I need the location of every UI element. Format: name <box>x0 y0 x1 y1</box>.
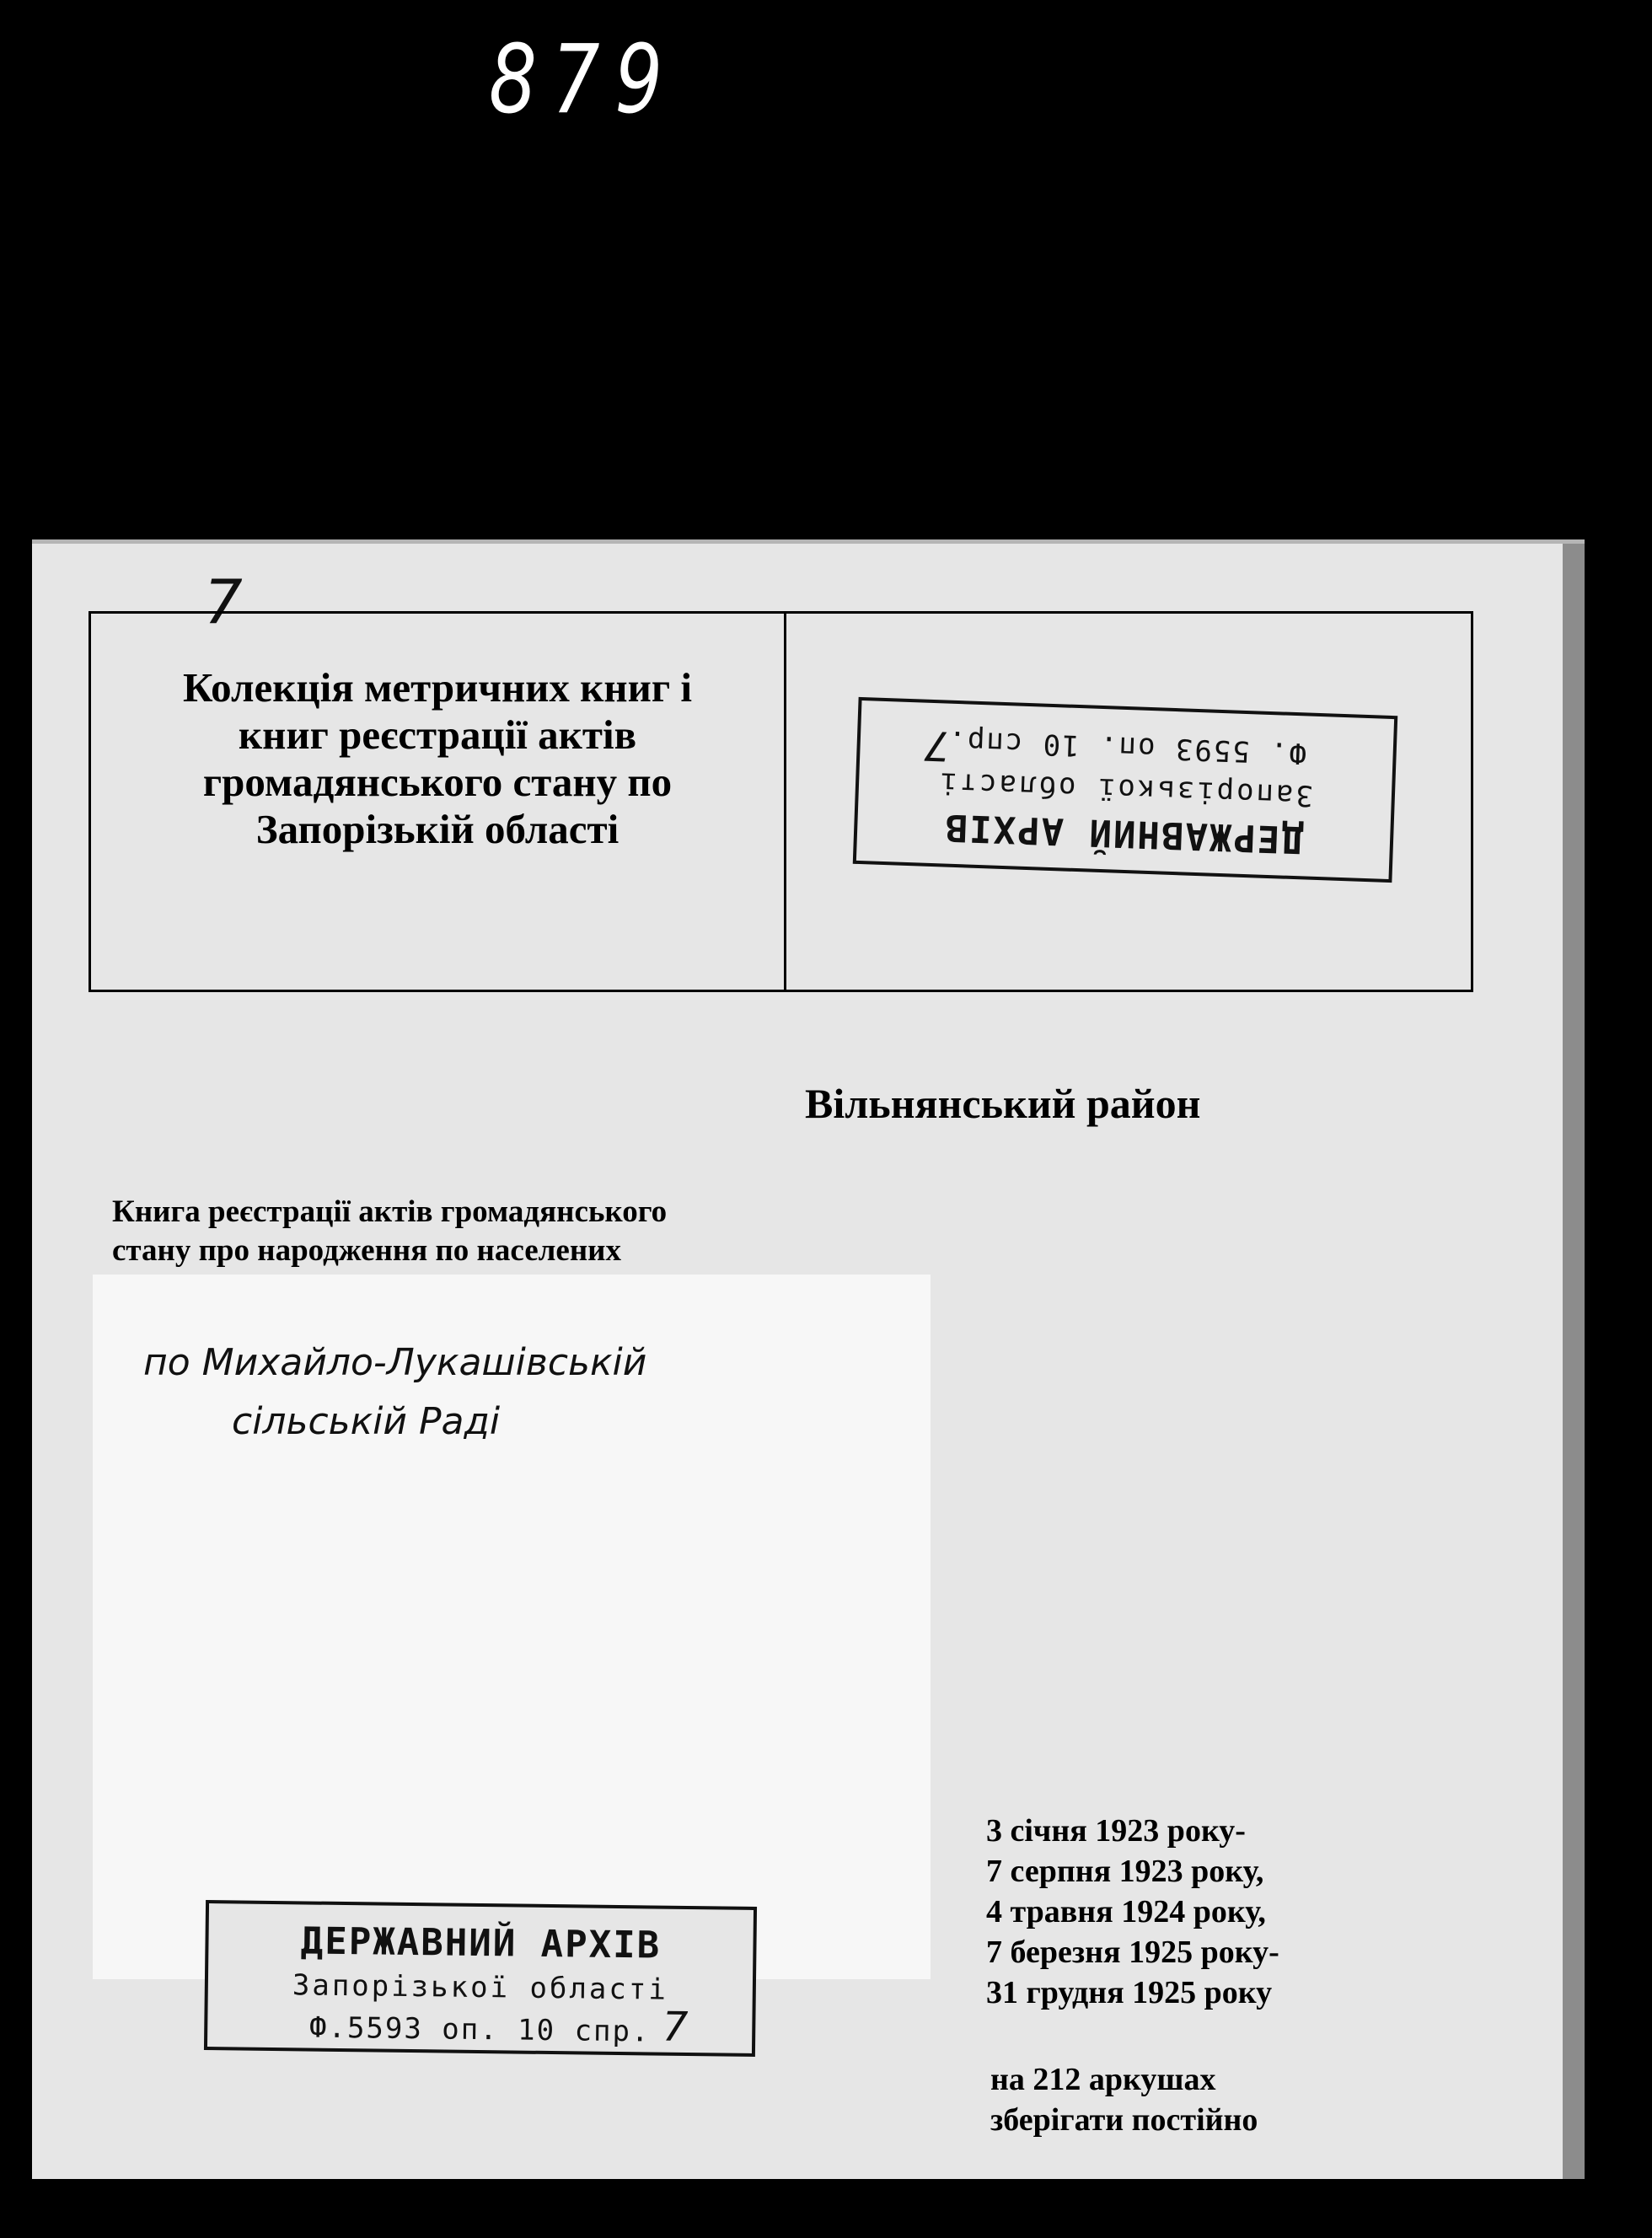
stamp-cell <box>786 614 1471 990</box>
district-title: Вільнянський район <box>805 1080 1201 1127</box>
collection-cell <box>91 614 786 990</box>
stamp-archive-name: ДЕРЖАВНИЙ АРХІВ <box>300 1919 662 1967</box>
stamp-region: Запорізької області <box>936 765 1314 813</box>
book-title-line: стану про народження по населених <box>112 1233 621 1268</box>
collection-title-line: книг реєстрації актів <box>238 711 637 758</box>
collection-title-line: громадянського стану по <box>202 759 673 805</box>
book-title <box>112 1193 812 1270</box>
sheet-info <box>990 2059 1258 2140</box>
stamp-fond-reference: Ф.5593 оп. 10 спр. <box>308 2010 651 2049</box>
stamp-archive-name: ДЕРЖАВНИЙ АРХІВ <box>942 805 1305 861</box>
handwritten-line: сільській Раді <box>232 1400 501 1443</box>
collection-title-line: Колекція метричних книг і <box>183 664 692 711</box>
stamp-case-number: 7 <box>662 2003 689 2052</box>
date-range <box>986 1811 1279 2013</box>
archive-stamp-top <box>853 697 1398 883</box>
book-title-line: Книга реєстрації актів громадянського <box>112 1194 668 1229</box>
date-line: 7 серпня 1923 року, <box>986 1854 1264 1889</box>
retention-note: зберігати постійно <box>990 2102 1258 2138</box>
header-table <box>88 611 1473 992</box>
handwritten-line: по Михайло-Лукашівській <box>143 1341 647 1384</box>
handwritten-note <box>143 1334 646 1452</box>
sheet-count: на 212 аркушах <box>990 2062 1216 2097</box>
paper-sticker <box>93 1275 931 1979</box>
stamp-region: Запорізької області <box>292 1968 669 2007</box>
collection-title <box>116 664 759 853</box>
collection-title-line: Запорізькій області <box>255 806 620 852</box>
date-line: 4 травня 1924 року, <box>986 1894 1266 1929</box>
date-line: 7 березня 1925 року- <box>986 1935 1279 1970</box>
date-line: 31 грудня 1925 року <box>986 1975 1273 2010</box>
frame-number: 879 <box>489 25 678 135</box>
folio-number: 7 <box>204 566 243 637</box>
date-line: 3 січня 1923 року- <box>986 1813 1246 1849</box>
stamp-fond-reference: Ф. 5593 оп. 10 спр. <box>946 723 1307 770</box>
archive-stamp-bottom <box>204 1900 757 2057</box>
stamp-case-number: 7 <box>923 721 952 770</box>
